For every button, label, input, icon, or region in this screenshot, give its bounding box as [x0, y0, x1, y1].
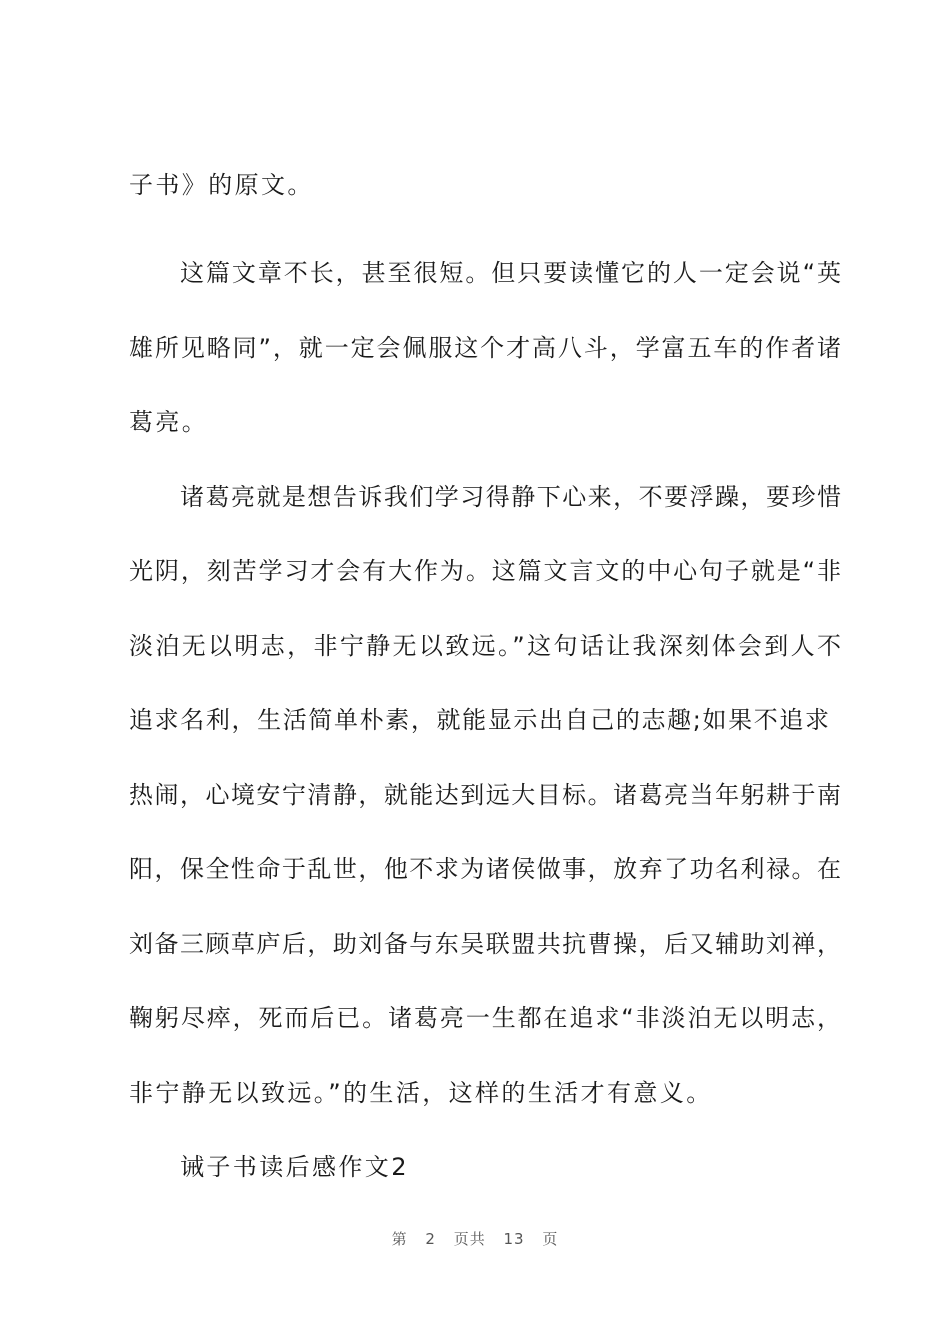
text-line: 鞠躬尽瘁，死而后已。诸葛亮一生都在追求“非淡泊无以明志，: [129, 1004, 841, 1032]
text-line: 子书》的原文。: [129, 171, 314, 199]
text-line: 追求名利，生活简单朴素，就能显示出自己的志趣;如果不追求: [129, 706, 829, 734]
text-line: 淡泊无以明志，非宁静无以致远。”这句话让我深刻体会到人不: [129, 632, 841, 660]
footer-middle: 页共: [453, 1230, 486, 1248]
text-line: 阳，保全性命于乱世，他不求为诸侯做事，放弃了功名利禄。在: [129, 855, 841, 883]
text-line: 雄所见略同”，就一定会佩服这个才高八斗，学富五车的作者诸: [129, 334, 841, 362]
paragraph-first-line: 诸葛亮就是想告诉我们学习得静下心来，不要浮躁，要珍惜: [180, 483, 841, 511]
text-line: 光阴，刻苦学习才会有大作为。这篇文言文的中心句子就是“非: [129, 557, 841, 585]
footer-total-pages: 13: [503, 1230, 525, 1248]
paragraph-first-line: 这篇文章不长，甚至很短。但只要读懂它的人一定会说“英: [180, 259, 841, 287]
section-heading: 诫子书读后感作文2: [180, 1153, 409, 1181]
footer-current-page: 2: [425, 1230, 436, 1248]
text-line: 刘备三顾草庐后，助刘备与东吴联盟共抗曹操，后又辅助刘禅，: [129, 930, 841, 958]
text-line: 葛亮。: [129, 408, 209, 436]
text-line: 热闹，心境安宁清静，就能达到远大目标。诸葛亮当年躬耕于南: [129, 781, 841, 809]
page-footer: [0, 1228, 950, 1249]
footer-suffix: 页: [542, 1230, 559, 1248]
text-line: 非宁静无以致远。”的生活，这样的生活才有意义。: [129, 1079, 713, 1107]
footer-prefix: 第: [391, 1230, 408, 1248]
